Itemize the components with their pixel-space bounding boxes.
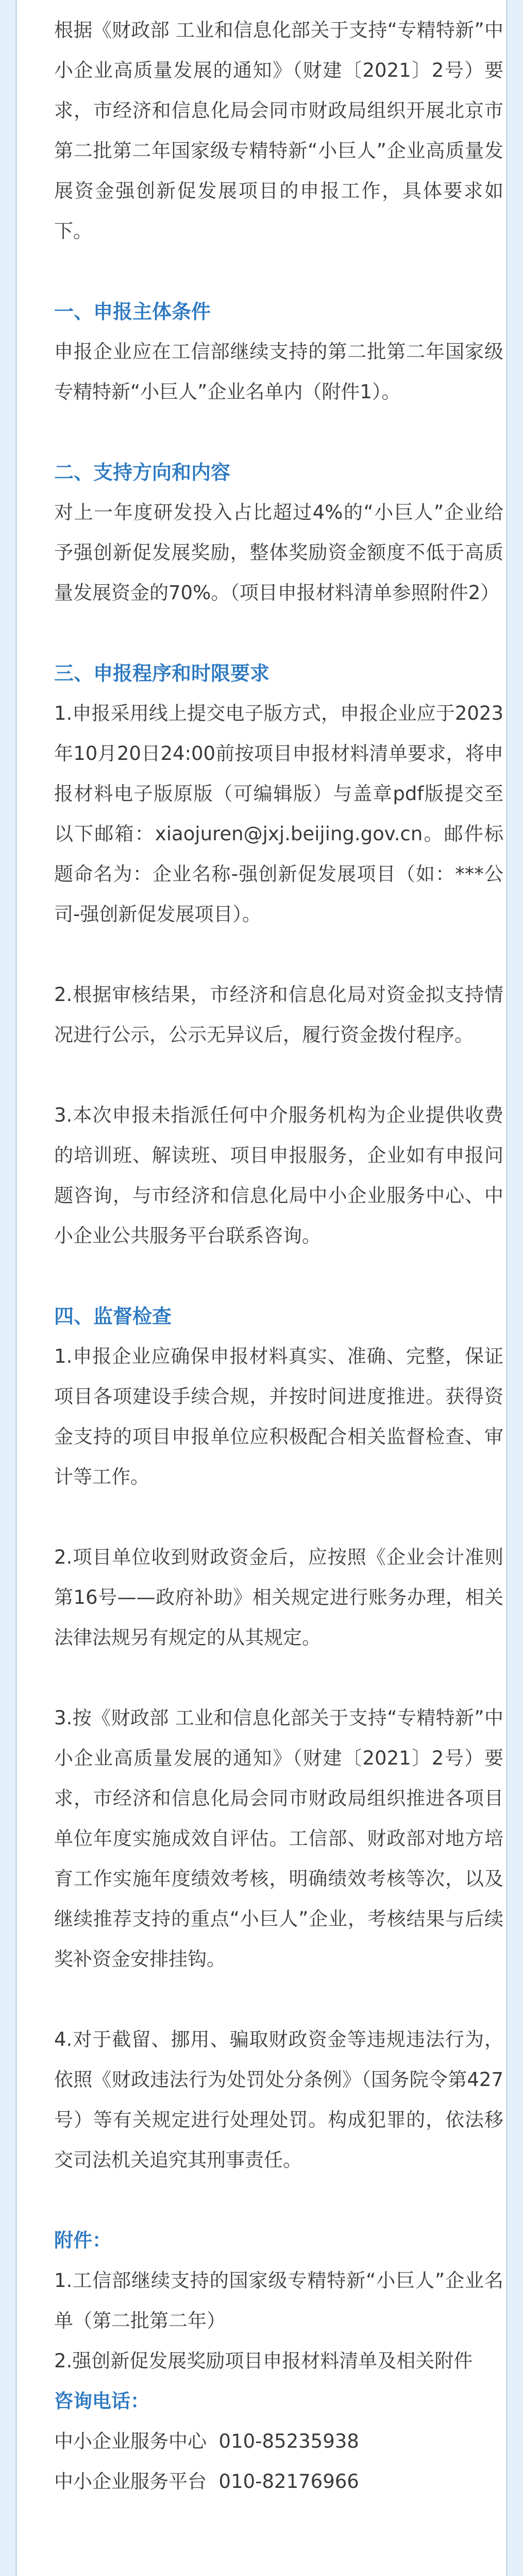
supervision-item-3: 3.按《财政部 工业和信息化部关于支持“专精特新”中小企业高质量发展的通知》（财建〔2021〕2号）要求，市经济和信息化局会同市财政局组织推进各项目单位年度实施成效自评估。工信部、财政部对地方培育工作实施年度绩效考核，明确绩效考核等次，以及继续推荐支持的重点“小巨人”企业，考核结果与后续奖补资金安排挂钩。 [54, 1707, 503, 1970]
supervision-item-4: 4.对于截留、挪用、骗取财政资金等违规违法行为，依照《财政违法行为处罚处分条例》（国务院令第427号）等有关规定进行处理处罚。构成犯罪的，依法移交司法机关追究其刑事责任。 [54, 2028, 503, 2171]
procedure-item-1: 1.申报采用线上提交电子版方式，申报企业应于2023年10月20日24:00前按项目申报材料清单要求，将申报材料电子版原版（可编辑版）与盖章pdf版提交至以下邮箱：xiaojuren@jxj.beijing.gov.cn。邮件标题命名为：企业名称-强创新促发展项目（如：***公司-强创新促发展项目）。 [54, 702, 503, 925]
section-body-support: 对上一年度研发投入占比超过4%的“小巨人”企业给予强创新促发展奖励，整体奖励资金额度不低于高质量发展资金的70%。（项目申报材料清单参照附件2） [54, 501, 503, 604]
article-frame [15, 0, 508, 2576]
article-content [54, 10, 503, 2502]
attachment-item-1: 1.工信部继续支持的国家级专精特新“小巨人”企业名单（第二批第二年） [54, 2269, 503, 2332]
section-body-eligibility: 申报企业应在工信部继续支持的第二批第二年国家级专精特新“小巨人”企业名单内（附件1）。 [54, 341, 503, 403]
contact-line-service-center: 中小企业服务中心 010-85235938 [54, 2430, 359, 2452]
attachment-item-2: 2.强创新促发展奖励项目申报材料清单及相关附件 [54, 2350, 473, 2372]
contact-heading: 咨询电话： [54, 2390, 149, 2412]
intro-paragraph: 根据《财政部 工业和信息化部关于支持“专精特新”中小企业高质量发展的通知》（财建〔2021〕2号）要求，市经济和信息化局会同市财政局组织开展北京市第二批第二年国家级专精特新“小巨人”企业高质量发展资金强创新促发展项目的申报工作，具体要求如下。 [54, 19, 503, 242]
attachments-heading: 附件： [54, 2229, 111, 2251]
supervision-item-1: 1.申报企业应确保申报材料真实、准确、完整，保证项目各项建设手续合规，并按时间进度推进。获得资金支持的项目申报单位应积极配合相关监督检查、审计等工作。 [54, 1345, 503, 1488]
contact-line-service-platform: 中小企业服务平台 010-82176966 [54, 2470, 359, 2493]
supervision-item-2: 2.项目单位收到财政资金后，应按照《企业会计准则第16号——政府补助》相关规定进行账务办理，相关法律法规另有规定的从其规定。 [54, 1546, 503, 1649]
section-heading-supervision: 四、监督检查 [54, 1305, 172, 1328]
section-heading-procedure: 三、申报程序和时限要求 [54, 662, 270, 685]
section-heading-eligibility: 一、申报主体条件 [54, 300, 211, 323]
procedure-item-2: 2.根据审核结果，市经济和信息化局对资金拟支持情况进行公示，公示无异议后，履行资金拨付程序。 [54, 984, 503, 1046]
section-heading-support: 二、支持方向和内容 [54, 461, 231, 484]
procedure-item-3: 3.本次申报未指派任何中介服务机构为企业提供收费的培训班、解读班、项目申报服务，企业如有申报问题咨询，与市经济和信息化局中小企业服务中心、中小企业公共服务平台联系咨询。 [54, 1104, 503, 1247]
